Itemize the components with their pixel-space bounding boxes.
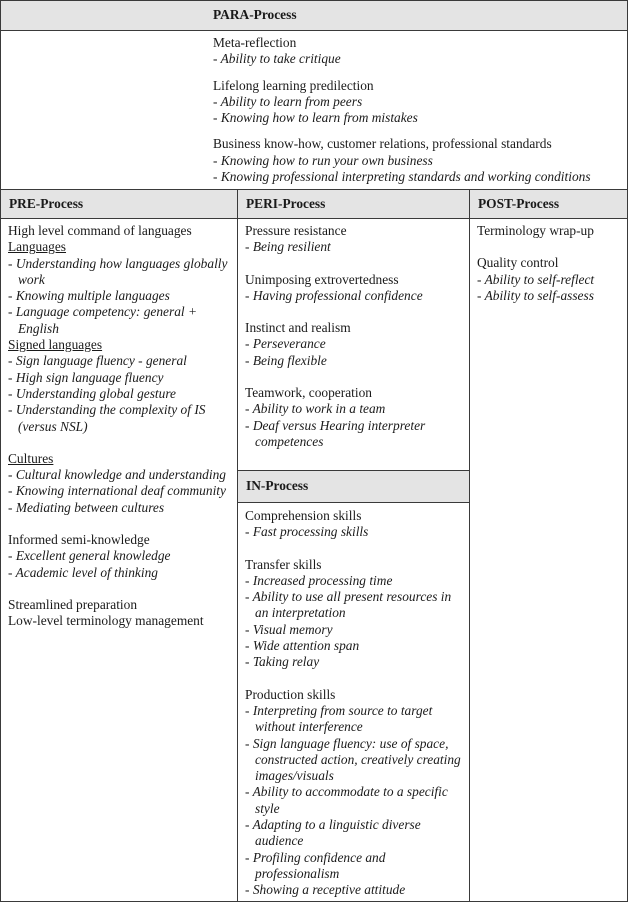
para-group-heading: Meta-reflection	[213, 35, 297, 50]
list-item: - Ability to use all present resources in an interpretation	[245, 589, 465, 622]
list-item: - Knowing professional interpreting standards and working conditions	[213, 169, 625, 185]
para-group	[213, 136, 625, 185]
pre-subheading: Signed languages	[8, 337, 103, 353]
list-item: - Having professional confidence	[245, 288, 465, 304]
in-group-heading: Transfer skills	[245, 556, 322, 572]
para-group-heading: Lifelong learning predilection	[213, 77, 374, 93]
list-item: - Ability to work in a team	[245, 401, 465, 417]
divider	[0, 218, 628, 219]
list-item: - Profiling confidence and professionalism	[245, 850, 465, 883]
peri-group-heading: Unimposing extrovertedness	[245, 271, 399, 287]
para-process-header	[1, 1, 627, 30]
list-item: - Mediating between cultures	[8, 500, 234, 516]
list-item: - Deaf versus Hearing interpreter competences	[245, 418, 465, 451]
peri-group-heading: Teamwork, cooperation	[245, 385, 372, 401]
peri-process-content	[245, 223, 465, 450]
peri-group-heading: Instinct and realism	[245, 320, 351, 336]
list-item: - Knowing international deaf community	[8, 483, 234, 499]
list-item: - Visual memory	[245, 622, 465, 638]
para-group	[213, 78, 625, 127]
in-process-header	[238, 471, 469, 502]
list-item: - Understanding how languages globally work	[8, 256, 234, 289]
para-process-title: PARA-Process	[213, 7, 297, 23]
list-item: - Being flexible	[245, 353, 465, 369]
pre-heading: High level command of languages	[8, 223, 192, 238]
list-item: - Ability to take critique	[213, 51, 625, 67]
post-process-title: POST-Process	[478, 195, 560, 211]
list-item: - Language competency: general + English	[8, 304, 234, 337]
pre-process-title: PRE-Process	[9, 195, 84, 211]
list-item: - Adapting to a linguistic diverse audience	[245, 817, 465, 850]
list-item: - Knowing multiple languages	[8, 288, 234, 304]
list-item: - Taking relay	[245, 654, 465, 670]
list-item: - Interpreting from source to target without interference	[245, 703, 465, 736]
list-item: - Excellent general knowledge	[8, 548, 234, 564]
list-item: - Wide attention span	[245, 638, 465, 654]
list-item: - Academic level of thinking	[8, 565, 234, 581]
list-item: - Sign language fluency: use of space, constructed action, creatively creating images/visuals	[245, 736, 465, 785]
divider	[0, 30, 628, 31]
list-item: - High sign language fluency	[8, 370, 234, 386]
list-item: - Ability to self-reflect	[477, 272, 625, 288]
list-item: - Ability to learn from peers	[213, 94, 625, 110]
list-item: - Ability to accommodate to a specific style	[245, 784, 465, 817]
list-item: - Knowing how to run your own business	[213, 153, 625, 169]
in-process-title: IN-Process	[246, 478, 309, 494]
peri-process-title: PERI-Process	[246, 195, 326, 211]
pre-heading: Informed semi-knowledge	[8, 532, 150, 548]
pre-heading: Streamlined preparation	[8, 596, 138, 612]
post-heading: Quality control	[477, 255, 559, 271]
list-item: - Fast processing skills	[245, 524, 465, 540]
list-item: - Understanding the complexity of IS (versus NSL)	[8, 402, 234, 435]
in-group-heading: Production skills	[245, 686, 336, 702]
list-item: - Knowing how to learn from mistakes	[213, 110, 625, 126]
para-group	[213, 35, 625, 68]
post-heading: Terminology wrap-up	[477, 223, 594, 238]
post-process-content	[477, 223, 625, 304]
para-process-content	[213, 35, 625, 185]
list-item: - Being resilient	[245, 239, 465, 255]
in-process-content	[245, 508, 465, 899]
para-group-heading: Business know-how, customer relations, professional standards	[213, 136, 552, 152]
list-item: - Perseverance	[245, 336, 465, 352]
divider	[469, 189, 470, 902]
pre-heading: Low-level terminology management	[8, 613, 204, 629]
list-item: - Showing a receptive attitude	[245, 882, 465, 898]
list-item: - Understanding global gesture	[8, 386, 234, 402]
in-group-heading: Comprehension skills	[245, 508, 362, 523]
list-item: - Sign language fluency - general	[8, 353, 234, 369]
list-item: - Cultural knowledge and understanding	[8, 467, 234, 483]
post-process-header	[470, 190, 627, 218]
list-item: - Ability to self-assess	[477, 288, 625, 304]
divider	[237, 189, 238, 902]
peri-group-heading: Pressure resistance	[245, 223, 347, 238]
pre-subheading: Languages	[8, 239, 67, 255]
pre-process-content	[8, 223, 234, 630]
peri-process-header	[238, 190, 469, 218]
pre-process-header	[1, 190, 237, 218]
divider	[237, 502, 470, 503]
list-item: - Increased processing time	[245, 573, 465, 589]
pre-subheading: Cultures	[8, 450, 54, 466]
